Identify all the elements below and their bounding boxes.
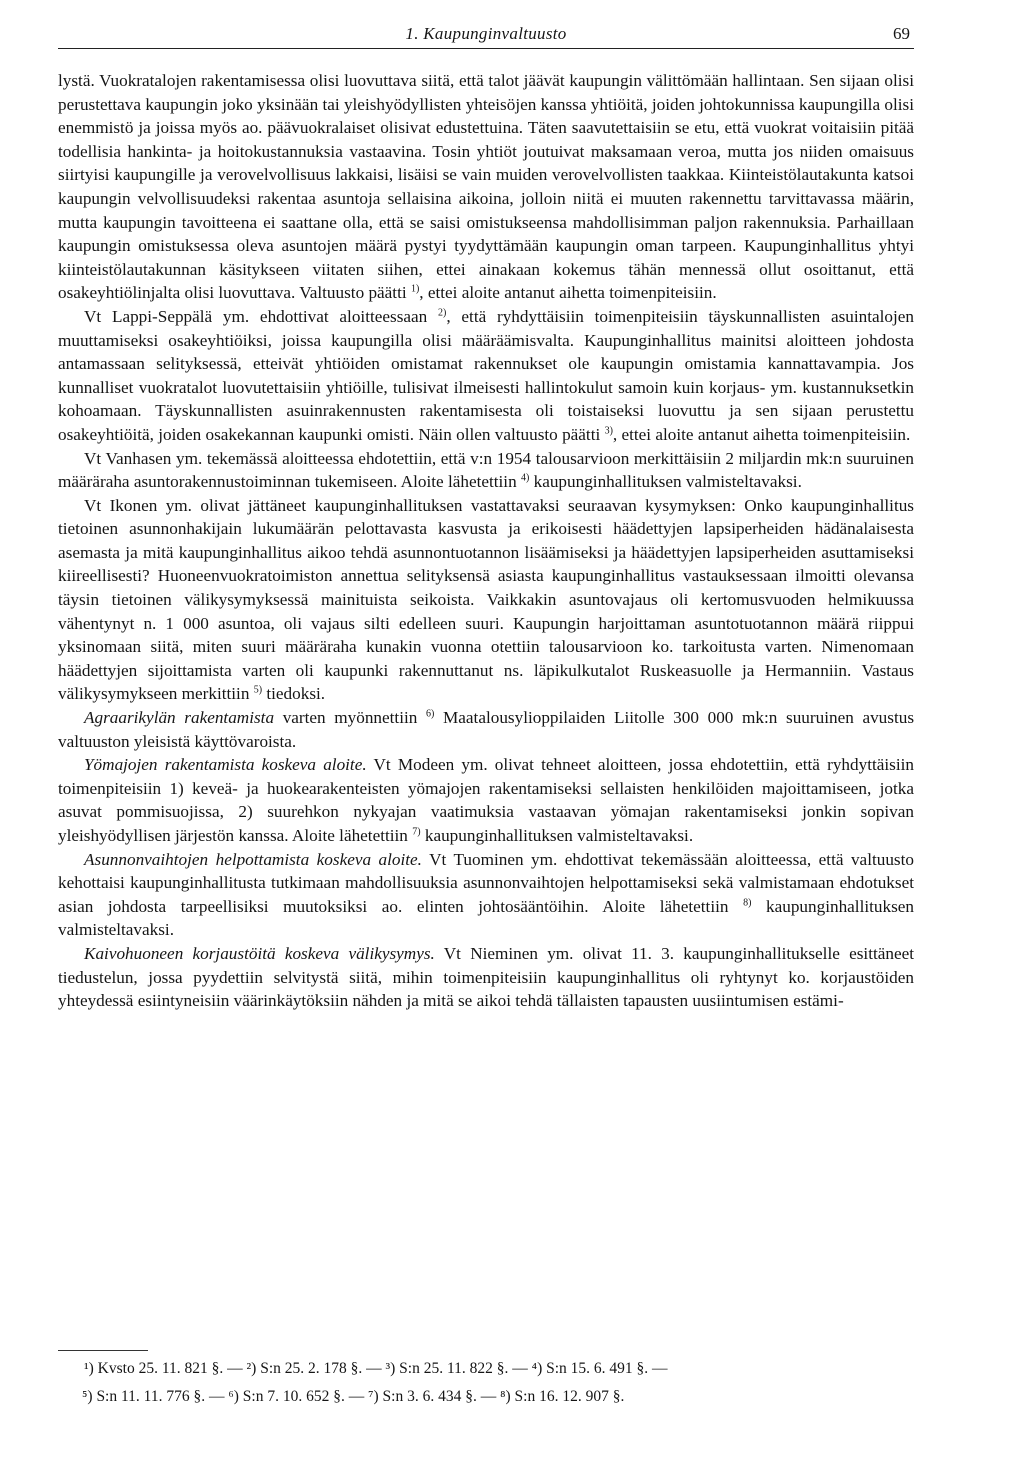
footnote-ref: 6) [426,708,435,720]
footnote-ref: 8) [743,897,752,909]
footnote-rule [58,1350,148,1351]
footnote-ref: 1) [410,283,420,295]
section-lead: Asunnonvaihtojen helpottamista koskeva aloite. [84,849,422,869]
footnote-line: ¹) Kvsto 25. 11. 821 §. — ²) S:n 25. 2. 178 §. — ³) S:n 25. 11. 822 §. — ⁴) S:n 15. 6. 491 §. — [84,1360,668,1377]
footnote-ref: 4) [520,472,530,484]
paragraph: Asunnonvaihtojen helpottamista koskeva aloite. Vt Tuominen ym. ehdottivat tekemässään aloitteessa, että valtuusto kehottaisi kaupunginhallitusta tutkimaan mahdollisuuksia asunnonvaihtojen helpottamiseksi sekä valmistamaan ehdotukset asian johdosta tarpeellisiksi muutoksiksi ao. elinten johtosääntöihin. Aloite lähetettiin $^{8)}$ kaupunginhallituksen valmisteltavaksi. [58,849,914,940]
paragraph: Kaivohuoneen korjaustöitä koskeva välikysymys. Vt Nieminen ym. olivat 11. 3. kaupunginhallitukselle esittäneet tiedustelun, jossa pyydettiin selvitystä siitä, mihin toimenpiteisiin kaupunginhallitus oli ryhtynyt ko. korjaustöiden yhteydessä esiintyneisiin väärinkäytöksiin nähden ja mitä se aikoi tehdä tällaisten tapausten uusiintumisen estämi- [58,943,914,1011]
paragraph: Vt Lappi-Seppälä ym. ehdottivat aloitteessaan $^{2)}$, että ryhdyttäisiin toimenpiteisiin täyskunnallisten asuintalojen muuttamiseksi osakeyhtiöiksi, joissa kaupungilla olisi määräämisvalta. Kaupunginhallitus mainitsi aloitteen johdosta antamassaan selityksessä, etteivät yhtiöiden omistamat rakennukset ole kaupungin omistamia kannattavampia. Jos kunnalliset vuokratalot luovutettaisiin yhtiöille, tulisivat ilmeisesti hallintokulut samoin kuin korjaus- ym. kustannuksetkin kohoamaan. Täyskunnallisten asuinrakennusten rakentamisesta oli toistaiseksi luovuttu ja sen sijaan perustettu osakeyhtiöitä, joiden osakekannan kaupunki omisti. Näin ollen valtuusto päätti $^{3)}$, ettei aloite antanut aihetta toimenpiteisiin. [58,306,915,444]
footnote-ref: 3) [604,425,613,437]
document-page [58,22,915,1405]
section-lead: Yömajojen rakentamista koskeva aloite. [84,755,367,775]
footnotes [58,1350,914,1411]
section-lead: Kaivohuoneen korjaustöitä koskeva välikysymys. [84,943,435,963]
footnote-ref: 5) [253,684,263,696]
paragraph: Vt Ikonen ym. olivat jättäneet kaupunginhallituksen vastattavaksi seuraavan kysymyksen: Onko kaupunginhallitus tietoinen asunnonhakijain lukumäärän pelottavasta kasvusta ja erikoisesti häädettyjen lapsiperheiden hädänalaisesta asemasta ja mitä kaupunginhallitus aikoo tehdä asunnontuotannon lisäämiseksi ja häädettyjen lapsiperheiden asuttamiseksi kiireellisesti? Huoneenvuokratoimiston annettua selityksensä asiasta kaupunginhallitus vastauksessaan ilmoitti olevansa täysin tietoinen välikysymyksessä mainituista seikoista. Vaikkakin asuntovajaus oli kertomusvuoden helmikuussa vähentynyt n. 1 000 asuntoa, oli vajaus silti edelleen suuri. Kaupungin harjoittaman asuntotuotannon määrä riippui yksinomaan siitä, miten suuri määräraha kunakin vuonna otettiin talousarvioon ko. tarkoitusta varten. Nimenomaan häädettyjen sijoittamista varten oli kaupunki rakennuttanut ns. läpikulkutalot Ruskeasuolle ja Hermanniin. Vastaus välikysymykseen merkittiin $^{5)}$ tiedoksi. [58,495,914,704]
footnote-ref: 7) [412,826,421,838]
paragraph: Vt Vanhasen ym. tekemässä aloitteessa ehdotettiin, että v:n 1954 talousarvioon merkittäisiin 2 miljardin mk:n suuruinen määräraha asuntorakennustoiminnan tukemiseen. Aloite lähetettiin $^{4)}$ kaupunginhallituksen valmisteltavaksi. [58,448,914,492]
body-text [58,69,914,1013]
page-header [58,22,914,49]
paragraph: Yömajojen rakentamista koskeva aloite. Vt Modeen ym. olivat tehneet aloitteen, jossa ehdotettiin, että ryhdyttäisiin toimenpiteisiin 1) keveä- ja huokearakenteisten yömajojen rakentamiseksi sellaisten henkilöiden majoittamiseen, jotka asuvat pommisuojissa, 2) suurehkon nykyajan vaatimuksia vastaavan yömajan rakentamiseksi jonkin sopivan yleishyödyllisen järjestön kanssa. Aloite lähetettiin $^{7)}$ kaupunginhallituksen valmisteltavaksi. [58,755,914,845]
footnote-ref: 2) [438,307,447,319]
footnote-line: ⁵) S:n 11. 11. 776 §. — ⁶) S:n 7. 10. 652 §. — ⁷) S:n 3. 6. 434 §. — ⁸) S:n 16. 12. 907 §. [82,1388,625,1405]
paragraph: lystä. Vuokratalojen rakentamisessa olisi luovuttava siitä, että talot jäävät kaupungin välittömään hallintaan. Sen sijaan olisi perustettava kaupungin joko yksinään tai yleishyödyllisten yhteisöjen kanssa yhtiöitä, joiden johtokunnissa kaupungilla olisi enemmistö ja joissa myös ao. päävuokralaiset olisivat edustettuina. Täten saavutettaisiin se etu, että vuokrat voitaisiin pitää todellisia hankinta- ja hoitokustannuksia vastaavina. Tosin yhtiöt joutuivat maksamaan veroa, mutta jos niiden omaisuus siirtyisi kaupungille ja verovelvollisuus lakkaisi, lisäisi se vain muiden verovelvollisten taakkaa. Kiinteistölautakunta katsoi kaupungin velvollisuudeksi rakentaa asuntoja sellaisina aikoina, jolloin niitä ei muuten rakennettu tarvittavassa määrin, mutta kaupungin tavoitteena ei saattane olla, että se saisi omistukseensa mahdollisimman paljon rakennuksia. Parhaillaan kaupungin omistuksessa oleva asuntojen määrä pystyi tyydyttämään kaupungin oman tarpeen. Kaupunginhallitus yhtyi kiinteistölautakunnan käsitykseen viitaten siihen, ettei ainakaan kokemus tähän mennessä ollut osoittanut, että osakeyhtiölinjalta olisi luovuttava. Valtuusto päätti $^{1)}$, ettei aloite antanut aihetta toimenpiteisiin. [58,71,914,303]
paragraph: Agraarikylän rakentamista varten myönnettiin $^{6)}$ Maatalousylioppilaiden Liitolle 300 000 mk:n suuruinen avustus valtuuston yleisistä käyttövaroista. [58,708,915,751]
running-title: 1. Kaupunginvaltuusto [405,24,567,43]
page-number: 69 [893,24,910,43]
section-lead: Agraarikylän rakentamista [84,708,275,728]
